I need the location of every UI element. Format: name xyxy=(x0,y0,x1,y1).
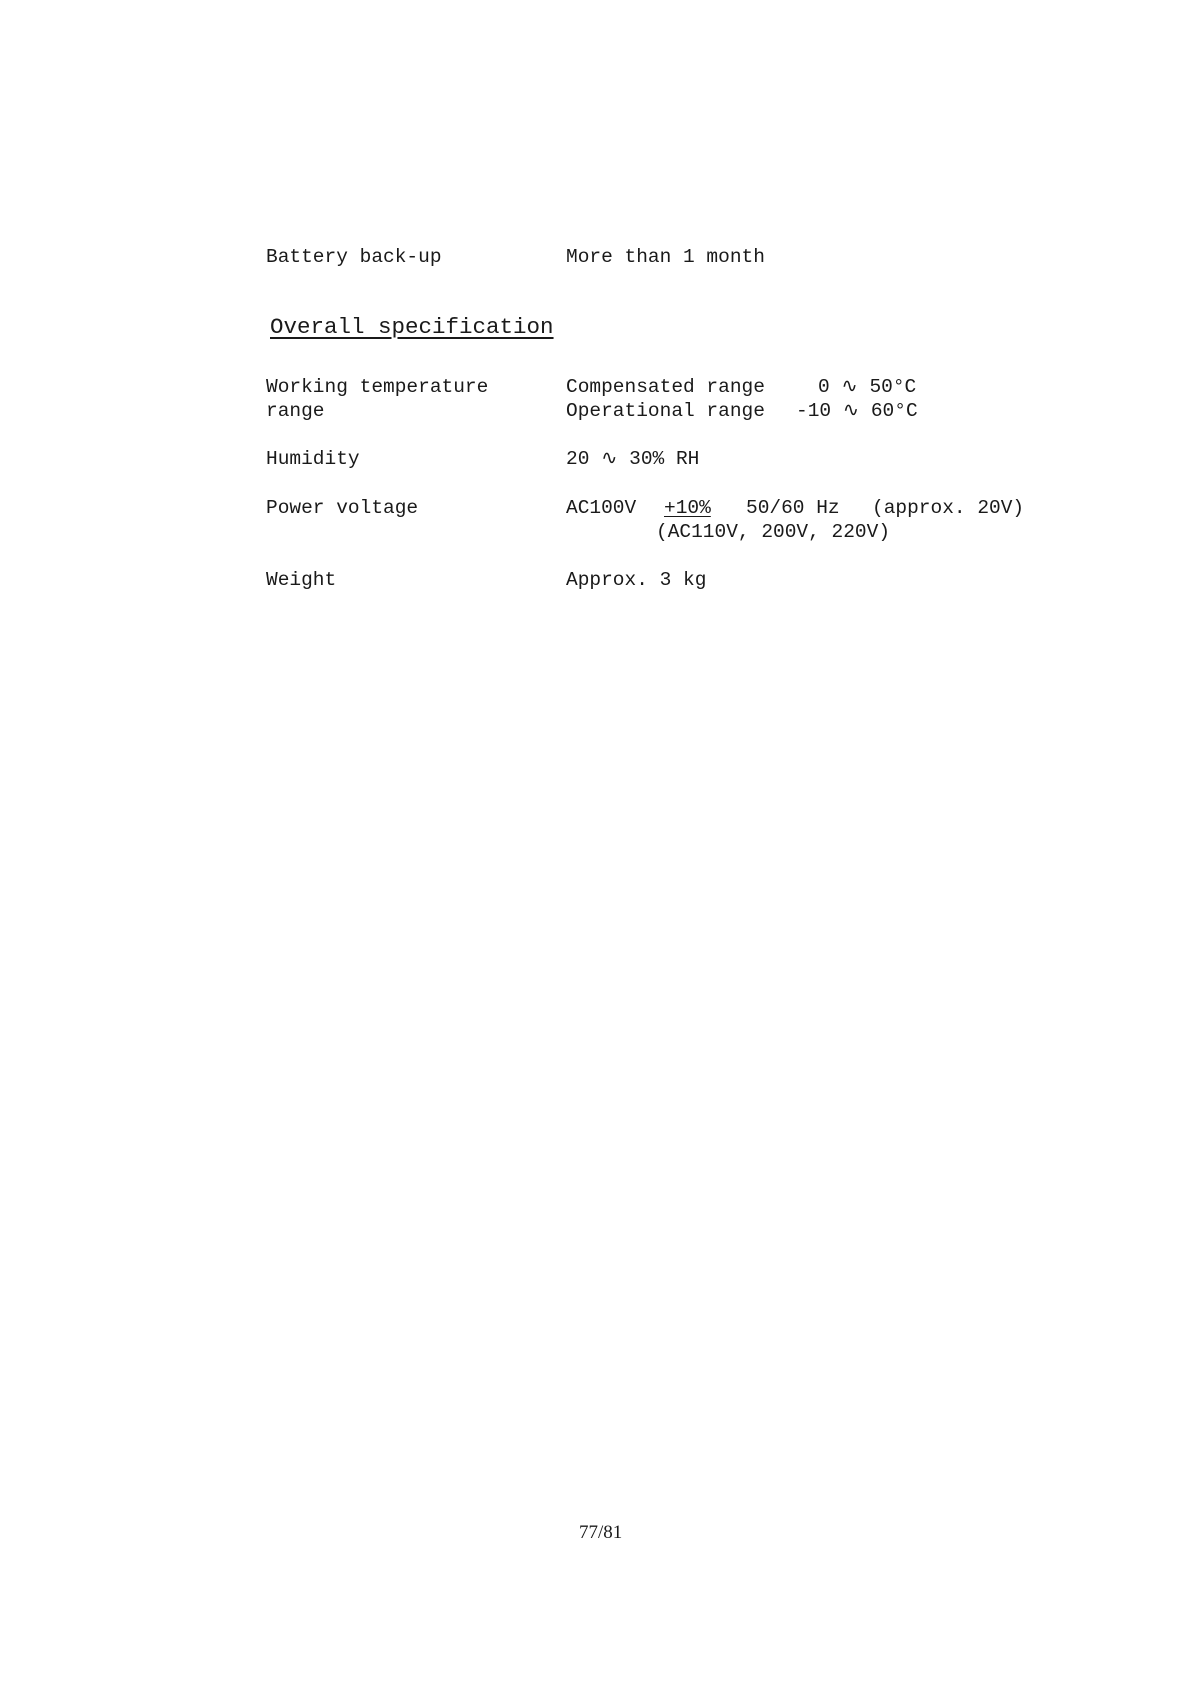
working-temperature-label-range: range xyxy=(266,400,325,422)
page-number: 77/81 xyxy=(579,1522,623,1543)
working-temperature-label: Working temperature xyxy=(266,376,489,398)
operational-range-value: -10 ∿ 60°C xyxy=(796,400,918,422)
section-title: Overall specification xyxy=(270,314,554,340)
humidity-value: 20 ∿ 30% RH xyxy=(566,448,700,470)
weight-value: Approx. 3 kg xyxy=(566,569,707,591)
weight-label: Weight xyxy=(266,569,337,591)
power-voltage-tolerance: +10% xyxy=(664,497,711,519)
compensated-range-label: Compensated range xyxy=(566,376,765,398)
compensated-range-value: 0 ∿ 50°C xyxy=(818,376,917,398)
humidity-label: Humidity xyxy=(266,448,360,470)
power-voltage-label: Power voltage xyxy=(266,497,419,519)
battery-label: Battery back-up xyxy=(266,246,442,268)
power-voltage-approx: (approx. 20V) xyxy=(872,497,1025,519)
operational-range-label: Operational range xyxy=(566,400,765,422)
power-voltage-value: AC100V xyxy=(566,497,637,519)
power-voltage-alternatives: (AC110V, 200V, 220V) xyxy=(656,521,891,543)
power-voltage-frequency: 50/60 Hz xyxy=(746,497,840,519)
battery-value: More than 1 month xyxy=(566,246,765,268)
